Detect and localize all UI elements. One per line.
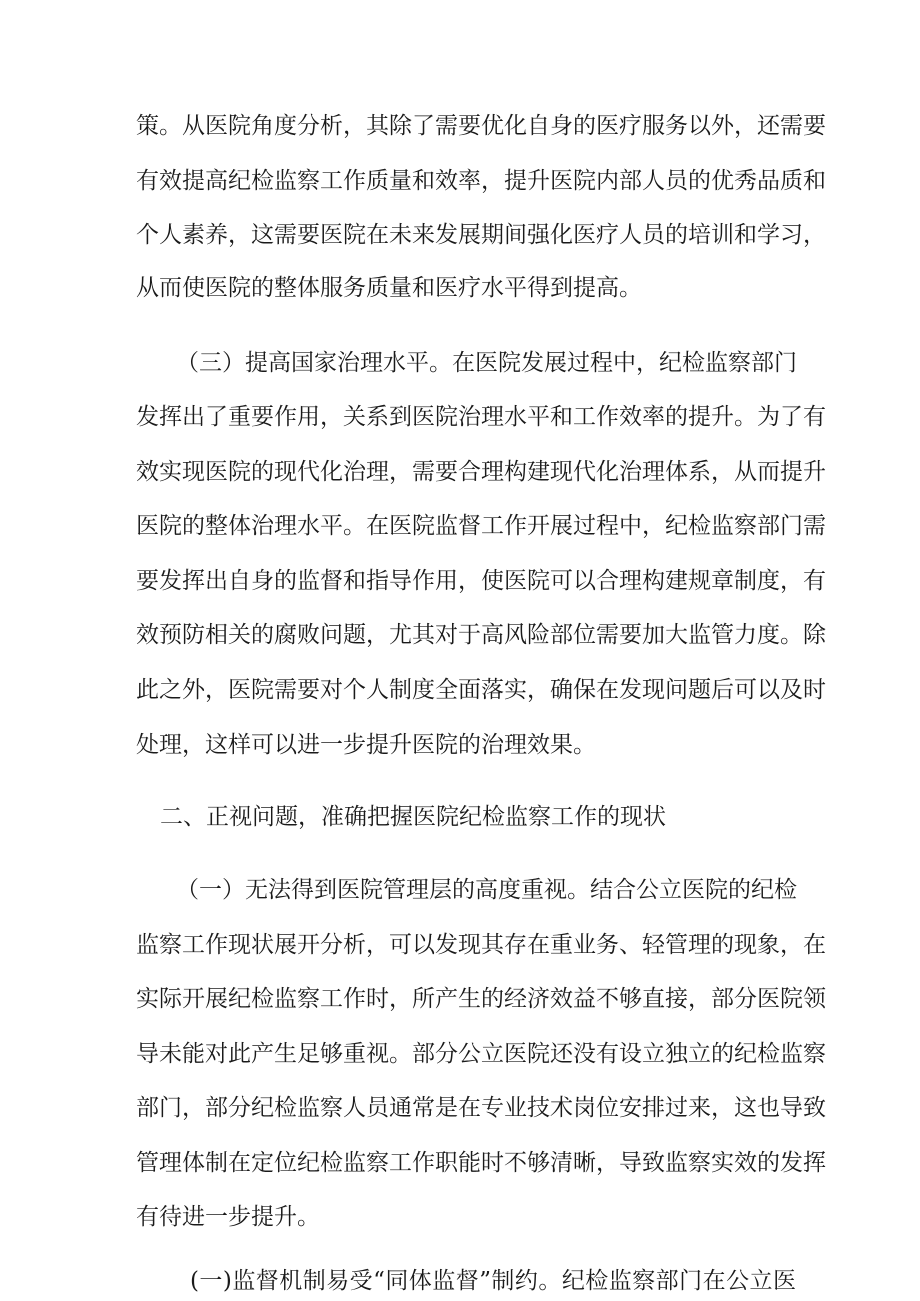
- text-line: 效实现医院的现代化治理，需要合理构建现代化治理体系，从而提升: [136, 459, 826, 485]
- section-heading-line: （一）无法得到医院管理层的高度重视。结合公立医院的纪检: [176, 877, 797, 903]
- text-line: 管理体制在定位纪检监察工作职能时不够清晰，导致监察实效的发挥: [136, 1150, 826, 1176]
- text-line: 导未能对此产生足够重视。部分公立医院还没有设立独立的纪检监察: [136, 1041, 826, 1067]
- text-line: 从而使医院的整体服务质量和医疗水平得到提高。: [136, 275, 642, 301]
- text-line: 发挥出了重要作用，关系到医院治理水平和工作效率的提升。为了有: [136, 404, 826, 430]
- chapter-heading: 二、正视问题，准确把握医院纪检监察工作的现状: [160, 804, 666, 830]
- text-line: 监察工作现状展开分析，可以发现其存在重业务、轻管理的现象，在: [136, 932, 826, 958]
- text-line: 个人素养，这需要医院在未来发展期间强化医疗人员的培训和学习，: [136, 222, 826, 248]
- text-line: 效预防相关的腐败问题，尤其对于高风险部位需要加大监管力度。除: [136, 622, 826, 648]
- text-line: 实际开展纪检监察工作时，所产生的经济效益不够直接，部分医院领: [136, 986, 826, 1012]
- text-line: 处理，这样可以进一步提升医院的治理效果。: [136, 732, 596, 758]
- section-heading-line: （三）提高国家治理水平。在医院发展过程中，纪检监察部门: [176, 350, 797, 376]
- text-line: 要发挥出自身的监督和指导作用，使医院可以合理构建规章制度，有: [136, 568, 826, 594]
- text-line: 策。从医院角度分析，其除了需要优化自身的医疗服务以外，还需要: [136, 113, 826, 139]
- text-line: 医院的整体治理水平。在医院监督工作开展过程中，纪检监察部门需: [136, 513, 826, 539]
- text-line: 有效提高纪检监察工作质量和效率，提升医院内部人员的优秀品质和: [136, 168, 826, 194]
- section-heading-line: (一)监督机制易受“同体监督”制约。纪检监察部门在公立医: [190, 1268, 796, 1294]
- text-line: 部门，部分纪检监察人员通常是在专业技术岗位安排过来，这也导致: [136, 1095, 826, 1121]
- text-line: 此之外，医院需要对个人制度全面落实，确保在发现问题后可以及时: [136, 677, 826, 703]
- text-line: 有待进一步提升。: [136, 1204, 320, 1230]
